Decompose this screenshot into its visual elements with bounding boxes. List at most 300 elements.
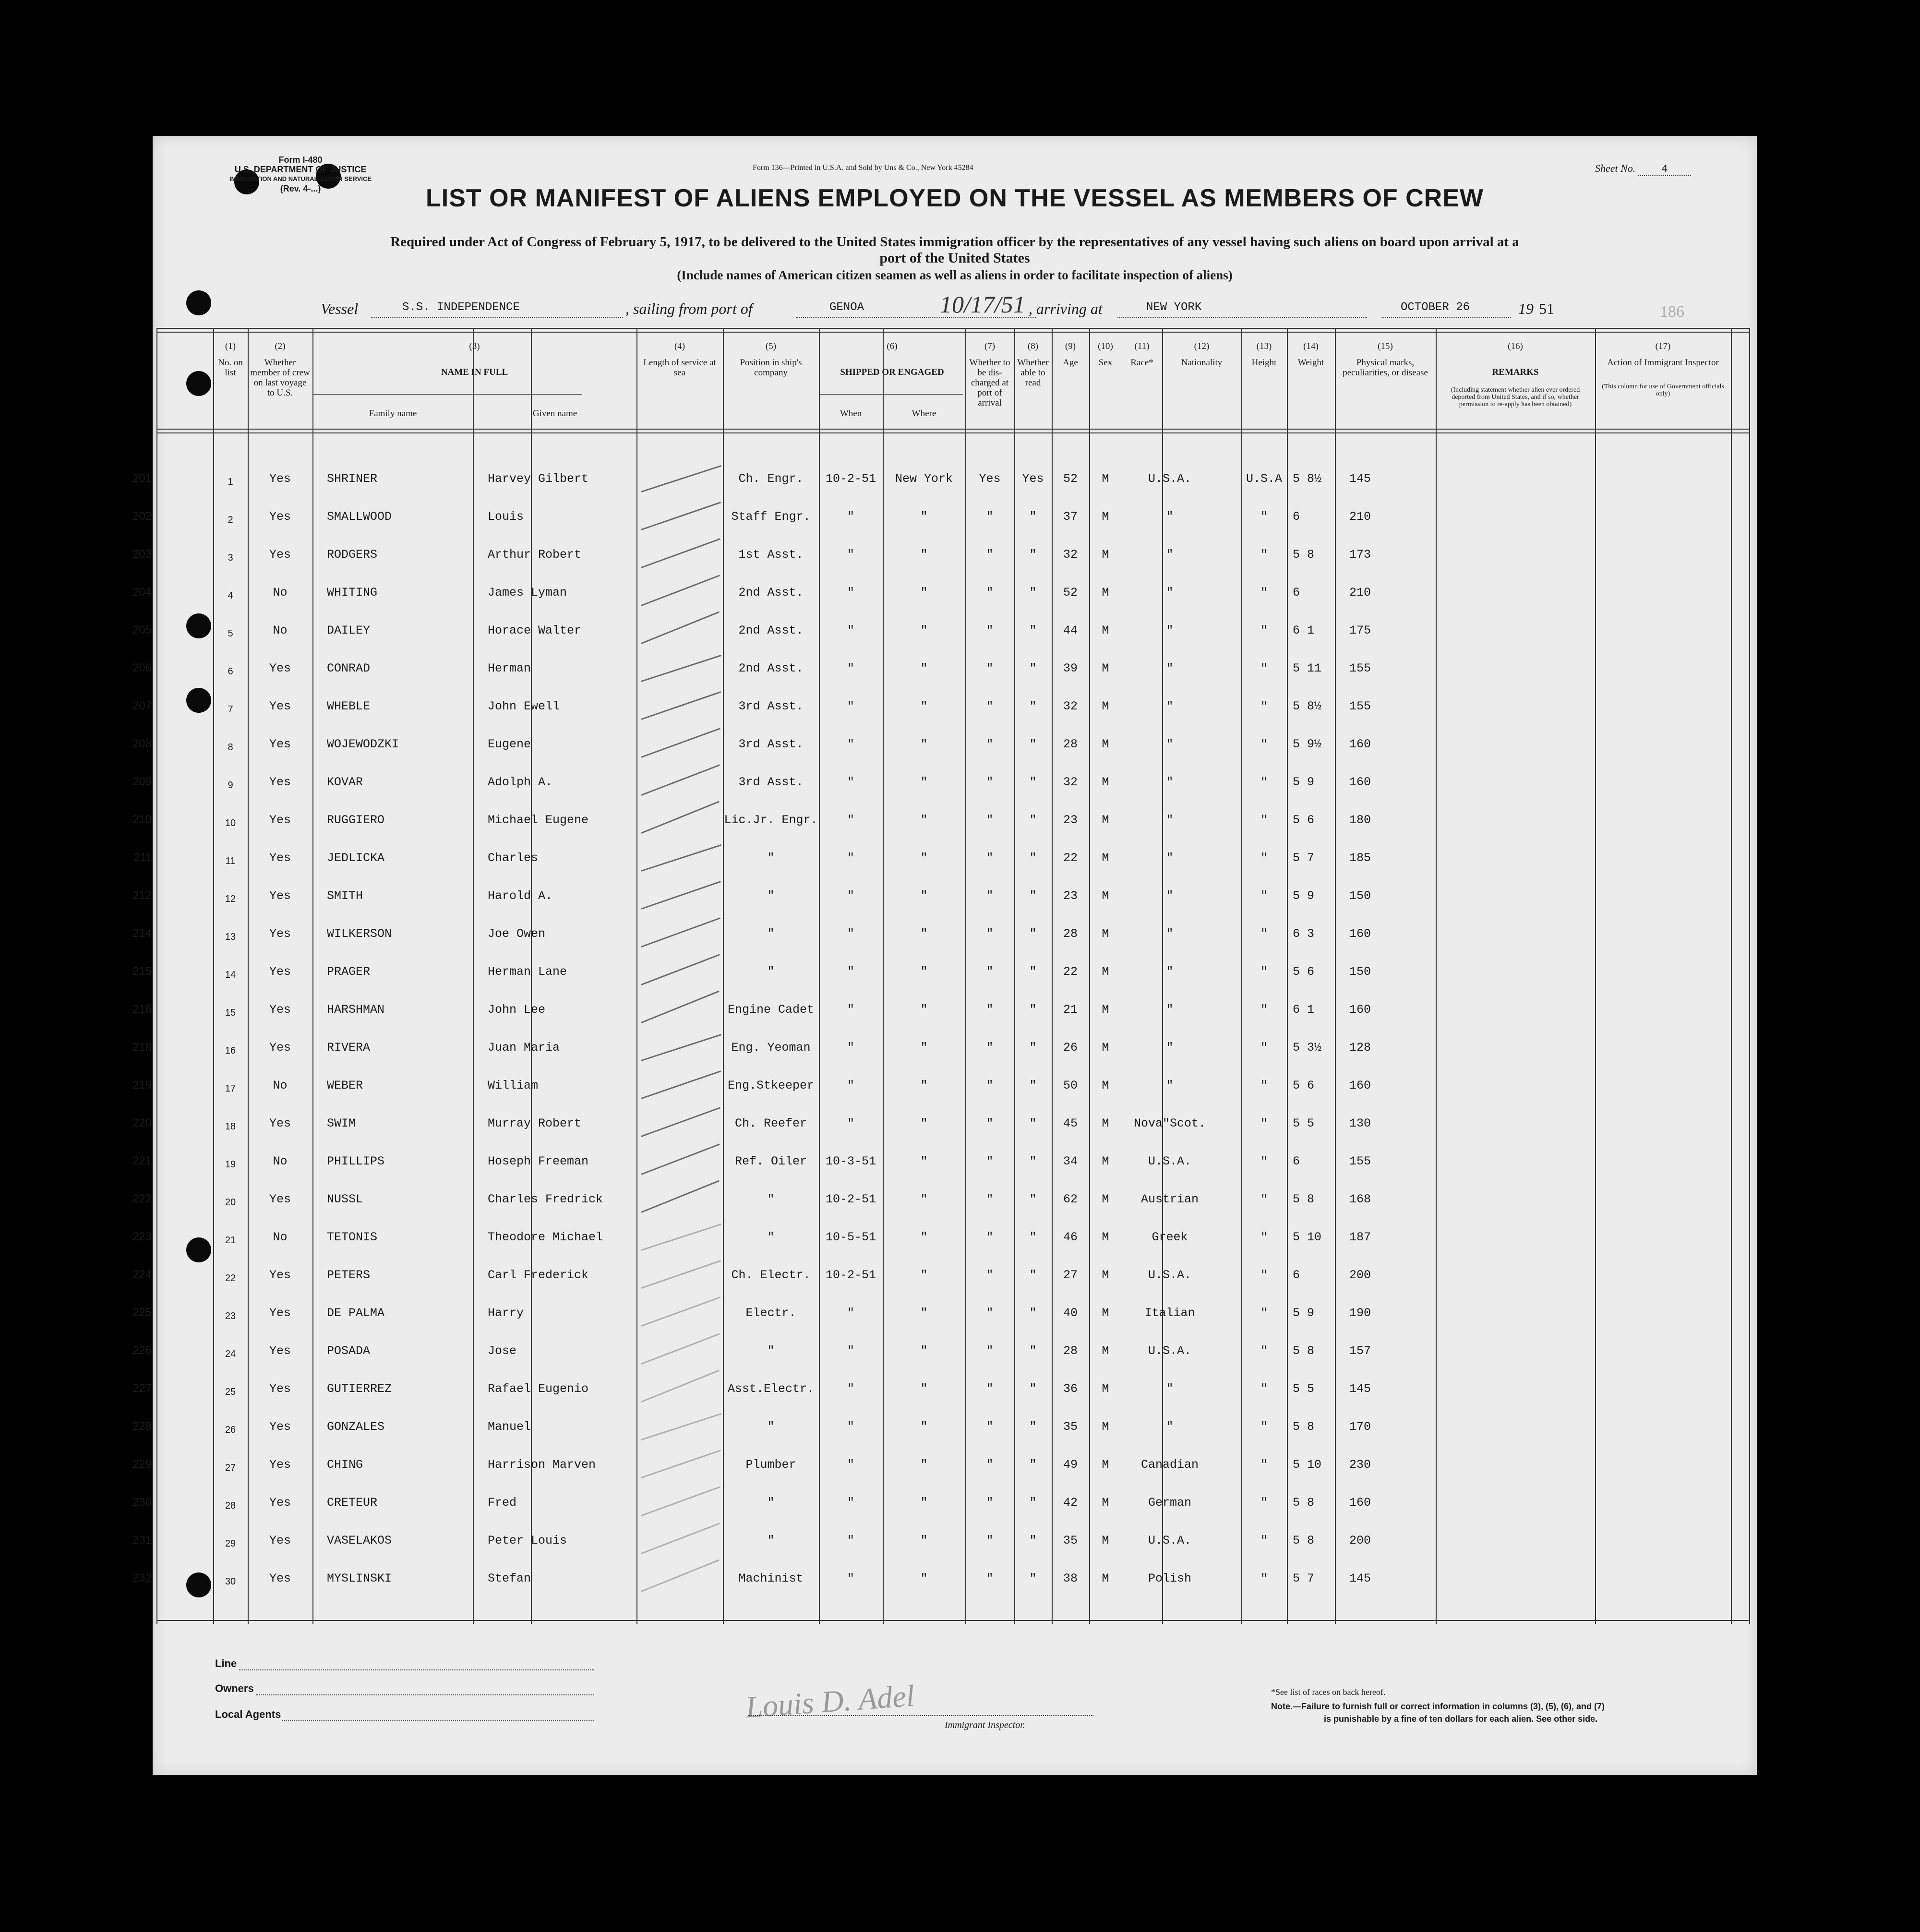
cell-race: " (1166, 1382, 1174, 1396)
cell-age: 52 (1063, 472, 1078, 486)
cell-last: Yes (269, 851, 291, 865)
cell-ref: 216 (132, 1003, 152, 1016)
cell-age: 39 (1063, 661, 1078, 675)
cell-n: 26 (225, 1425, 236, 1435)
cell-given: Louis (488, 510, 524, 524)
cell-dis: " (986, 889, 994, 903)
cell-pos: " (767, 1344, 775, 1358)
cell-given: Hoseph Freeman (488, 1154, 589, 1168)
cell-read: " (1029, 889, 1037, 903)
cell-age: 35 (1063, 1534, 1078, 1548)
cell-last: Yes (269, 1268, 291, 1282)
cell-when: " (847, 1041, 854, 1055)
cell-n: 24 (225, 1349, 236, 1359)
cell-read: " (1029, 1041, 1037, 1055)
cell-dis: " (986, 1534, 994, 1548)
cell-ref: 231 (132, 1534, 152, 1547)
cell-family: RODGERS (327, 548, 378, 562)
cell-dis: " (986, 1344, 994, 1358)
length-of-service-mark (641, 1034, 721, 1061)
cell-where: " (920, 1534, 928, 1548)
cell-ref: 202 (132, 510, 152, 523)
cell-ht: 6 (1293, 1268, 1300, 1282)
cell-read: " (1029, 1230, 1037, 1244)
cell-wt: 155 (1349, 1154, 1371, 1168)
cell-sex: M (1102, 1420, 1109, 1434)
cell-when: " (847, 1003, 854, 1017)
cell-ht: 6 1 (1293, 1003, 1315, 1017)
cell-race: " (1166, 510, 1174, 524)
cell-ht: 5 8 (1293, 1420, 1315, 1434)
cell-sex: M (1102, 737, 1109, 751)
column-header: Physical marks, peculiarities, or disease (1343, 358, 1428, 378)
cell-family: WILKERSON (327, 927, 392, 941)
cell-n: 11 (225, 856, 236, 866)
cell-dis: " (986, 661, 994, 675)
cell-family: VASELAKOS (327, 1534, 392, 1548)
cell-n: 3 (228, 552, 233, 563)
length-of-service-mark (641, 691, 721, 720)
cell-age: 22 (1063, 965, 1078, 979)
cell-ref: 208 (132, 737, 152, 750)
cell-wt: 210 (1349, 510, 1371, 524)
cell-sex: M (1102, 661, 1109, 675)
cell-pos: " (767, 851, 775, 865)
cell-nat: " (1260, 548, 1268, 562)
cell-ref: 201 (132, 472, 152, 485)
cell-race: " (1166, 889, 1174, 903)
cell-read: " (1029, 1534, 1037, 1548)
cell-dis: " (986, 965, 994, 979)
cell-dis: " (986, 1496, 994, 1510)
cell-wt: 170 (1349, 1420, 1371, 1434)
cell-wt: 200 (1349, 1268, 1371, 1282)
cell-wt: 155 (1349, 661, 1371, 675)
cell-nat: " (1260, 1268, 1268, 1282)
cell-read: " (1029, 851, 1037, 865)
cell-ref: 211 (133, 851, 152, 864)
cell-wt: 210 (1349, 586, 1371, 600)
cell-ht: 6 3 (1293, 927, 1315, 941)
column-header: Weight (1297, 358, 1324, 368)
cell-dis: " (986, 1268, 994, 1282)
cell-given: Eugene (488, 737, 531, 751)
cell-family: PRAGER (327, 965, 371, 979)
cell-wt: 145 (1349, 472, 1371, 486)
cell-given: Carl Frederick (488, 1268, 589, 1282)
cell-ht: 5 7 (1293, 1572, 1315, 1585)
cell-read: " (1029, 775, 1037, 789)
cell-dis: " (986, 737, 994, 751)
cell-sex: M (1102, 1079, 1109, 1092)
cell-dis: " (986, 1458, 994, 1472)
cell-family: GUTIERREZ (327, 1382, 392, 1396)
cell-sex: M (1102, 813, 1109, 827)
cell-race: U.S.A. (1148, 1154, 1191, 1168)
cell-where: " (920, 927, 928, 941)
cell-dis: Yes (979, 472, 1001, 486)
cell-n: 4 (228, 590, 233, 601)
cell-pos: " (767, 1534, 775, 1548)
cell-last: Yes (269, 699, 291, 713)
cell-dis: " (986, 813, 994, 827)
cell-where: " (920, 737, 928, 751)
cell-given: James Lyman (488, 586, 567, 600)
arrival-date: OCTOBER 26 (1401, 301, 1470, 314)
cell-nat: " (1260, 1306, 1268, 1320)
cell-last: No (273, 1230, 288, 1244)
column-header: Age (1063, 358, 1078, 368)
cell-last: Yes (269, 775, 291, 789)
cell-race: U.S.A. (1148, 1534, 1191, 1548)
punch-hole (186, 290, 211, 315)
cell-ref: 229 (132, 1458, 152, 1471)
cell-dis: " (986, 851, 994, 865)
cell-age: 32 (1063, 699, 1078, 713)
cell-dis: " (986, 624, 994, 637)
cell-race: " (1166, 624, 1174, 637)
cell-wt: 185 (1349, 851, 1371, 865)
cell-wt: 180 (1349, 813, 1371, 827)
cell-last: Yes (269, 1116, 291, 1130)
cell-read: " (1029, 1496, 1037, 1510)
cell-given: John Ewell (488, 699, 560, 713)
cell-race: " (1166, 737, 1174, 751)
cell-read: Yes (1022, 472, 1044, 486)
cell-ht: 5 8½ (1293, 472, 1322, 486)
cell-sex: M (1102, 1268, 1109, 1282)
cell-last: Yes (269, 889, 291, 903)
column-header: NAME IN FULL (441, 367, 508, 377)
cell-ref: 207 (132, 699, 152, 712)
cell-dis: " (986, 1116, 994, 1130)
cell-read: " (1029, 1306, 1037, 1320)
cell-age: 22 (1063, 851, 1078, 865)
cell-family: DE PALMA (327, 1306, 385, 1320)
cell-last: Yes (269, 1496, 291, 1510)
handwritten-date: 10/17/51 (940, 291, 1025, 318)
page-title: LIST OR MANIFEST OF ALIENS EMPLOYED ON THE VESSEL AS MEMBERS OF CREW (426, 184, 1484, 212)
cell-wt: 173 (1349, 548, 1371, 562)
length-of-service-mark (641, 917, 720, 948)
cell-age: 52 (1063, 586, 1078, 600)
cell-nat: " (1260, 1079, 1268, 1092)
cell-dis: " (986, 1154, 994, 1168)
subtitle-2: port of the United States (879, 250, 1030, 266)
cell-ht: 6 (1293, 510, 1300, 524)
cell-nat: " (1260, 1116, 1268, 1130)
line-label: Line (215, 1657, 237, 1669)
cell-ref: 223 (132, 1230, 152, 1243)
cell-given: Theodore Michael (488, 1230, 603, 1244)
cell-ht: 5 5 (1293, 1382, 1315, 1396)
cell-race: Polish (1148, 1572, 1191, 1585)
cell-nat: " (1260, 1496, 1268, 1510)
cell-last: Yes (269, 1458, 291, 1472)
cell-read: " (1029, 510, 1037, 524)
cell-pos: " (767, 1420, 775, 1434)
cell-pos: Engine Cadet (727, 1003, 815, 1017)
cell-where: " (920, 1041, 928, 1055)
cell-read: " (1029, 965, 1037, 979)
cell-family: MYSLINSKI (327, 1572, 392, 1585)
cell-pos: 2nd Asst. (738, 624, 804, 637)
cell-ref: 214 (132, 927, 152, 940)
cell-sex: M (1102, 1572, 1109, 1585)
column-number: (4) (674, 341, 685, 351)
length-of-service-mark (641, 954, 720, 985)
subheader-action_note: (This column for use of Government officials only) (1602, 383, 1724, 397)
cell-age: 34 (1063, 1154, 1078, 1168)
cell-age: 50 (1063, 1079, 1078, 1092)
cell-ht: 5 10 (1293, 1230, 1322, 1244)
cell-n: 10 (225, 818, 236, 828)
cell-nat: " (1260, 1003, 1268, 1017)
cell-when: 10-5-51 (825, 1230, 876, 1244)
cell-n: 21 (225, 1235, 236, 1246)
cell-wt: 150 (1349, 965, 1371, 979)
cell-when: " (847, 661, 854, 675)
cell-nat: " (1260, 1230, 1268, 1244)
cell-when: " (847, 548, 854, 562)
cell-pos: " (767, 1496, 775, 1510)
column-header: Position in ship's company (740, 358, 802, 378)
column-number: (8) (1027, 341, 1039, 351)
cell-dis: " (986, 1079, 994, 1092)
cell-nat: " (1260, 1192, 1268, 1206)
cell-given: Peter Louis (488, 1534, 567, 1548)
cell-when: 10-3-51 (825, 1154, 876, 1168)
cell-pos: Electr. (745, 1306, 796, 1320)
cell-when: " (847, 813, 854, 827)
cell-ht: 6 (1293, 586, 1300, 600)
cell-wt: 230 (1349, 1458, 1371, 1472)
cell-age: 45 (1063, 1116, 1078, 1130)
cell-family: SWIM (327, 1116, 356, 1130)
cell-when: " (847, 699, 854, 713)
cell-ref: 225 (132, 1306, 152, 1319)
cell-dis: " (986, 1572, 994, 1585)
cell-age: 49 (1063, 1458, 1078, 1472)
cell-nat: " (1260, 775, 1268, 789)
cell-when: " (847, 775, 854, 789)
races-note: *See list of races on back hereof. (1271, 1687, 1386, 1697)
cell-where: " (920, 1079, 928, 1092)
cell-dis: " (986, 1306, 994, 1320)
cell-when: " (847, 889, 854, 903)
stamp-number: 186 (1660, 303, 1684, 321)
cell-family: HARSHMAN (327, 1003, 385, 1017)
cell-ht: 5 10 (1293, 1458, 1322, 1472)
cell-where: " (920, 548, 928, 562)
cell-read: " (1029, 1382, 1037, 1396)
cell-pos: 3rd Asst. (738, 699, 804, 713)
cell-nat: " (1260, 1534, 1268, 1548)
cell-age: 27 (1063, 1268, 1078, 1282)
cell-ht: 5 6 (1293, 965, 1315, 979)
cell-ref: 222 (132, 1192, 152, 1205)
cell-pos: Ch. Reefer (734, 1116, 807, 1130)
column-header: Whether to be dis-charged at port of arrival (969, 358, 1010, 408)
cell-given: Charles (488, 851, 539, 865)
cell-given: Herman Lane (488, 965, 567, 979)
cell-race: U.S.A. (1148, 1344, 1191, 1358)
column-number: (13) (1256, 341, 1272, 351)
cell-wt: 155 (1349, 699, 1371, 713)
cell-n: 30 (225, 1576, 236, 1587)
subtitle-3: (Include names of American citizen seamen as well as aliens in order to facilitate inspection of aliens) (677, 268, 1233, 282)
subtitle-1: Required under Act of Congress of February 5, 1917, to be delivered to the United States immigration officer by the representatives of any vessel having such aliens on board upon arrival at a (390, 234, 1519, 250)
cell-family: CRETEUR (327, 1496, 378, 1510)
cell-where: " (920, 624, 928, 637)
cell-sex: M (1102, 624, 1109, 637)
cell-family: RUGGIERO (327, 813, 385, 827)
cell-race: " (1166, 586, 1174, 600)
cell-given: John Lee (488, 1003, 546, 1017)
cell-age: 35 (1063, 1420, 1078, 1434)
cell-read: " (1029, 1344, 1037, 1358)
length-of-service-mark (641, 881, 721, 910)
cell-ht: 5 9½ (1293, 737, 1322, 751)
cell-when: " (847, 624, 854, 637)
cell-when: 10-2-51 (825, 1268, 876, 1282)
cell-nat: " (1260, 737, 1268, 751)
cell-family: POSADA (327, 1344, 371, 1358)
cell-family: PHILLIPS (327, 1154, 385, 1168)
cell-family: RIVERA (327, 1041, 371, 1055)
column-number: (2) (275, 341, 286, 351)
cell-wt: 190 (1349, 1306, 1371, 1320)
cell-last: No (273, 1154, 288, 1168)
cell-sex: M (1102, 1041, 1109, 1055)
column-header: REMARKS (1492, 367, 1539, 377)
cell-ref: 232 (132, 1572, 152, 1584)
cell-pos: Plumber (745, 1458, 796, 1472)
cell-dis: " (986, 775, 994, 789)
cell-ht: 5 8 (1293, 548, 1315, 562)
column-header: Whether able to read (1017, 358, 1049, 388)
cell-ref: 218 (132, 1041, 152, 1054)
cell-race: " (1166, 851, 1174, 865)
cell-wt: 200 (1349, 1534, 1371, 1548)
cell-family: NUSSL (327, 1192, 363, 1206)
cell-sex: M (1102, 851, 1109, 865)
cell-pos: 2nd Asst. (738, 661, 804, 675)
length-of-service-mark (641, 728, 720, 758)
cell-pos: Eng. Yeoman (731, 1041, 811, 1055)
cell-age: 40 (1063, 1306, 1078, 1320)
cell-ht: 6 (1293, 1154, 1300, 1168)
cell-given: Harrison Marven (488, 1458, 596, 1472)
length-of-service-mark (641, 575, 720, 606)
length-of-service-mark (641, 1486, 720, 1516)
cell-age: 44 (1063, 624, 1078, 637)
length-of-service-mark (641, 1413, 721, 1440)
cell-last: Yes (269, 1382, 291, 1396)
cell-nat: " (1260, 1154, 1268, 1168)
cell-wt: 160 (1349, 775, 1371, 789)
column-number: (11) (1134, 341, 1150, 351)
sheet-number (1595, 162, 1691, 176)
cell-sex: M (1102, 1306, 1109, 1320)
cell-last: Yes (269, 548, 291, 562)
revision: (Rev. 4-...) (280, 184, 321, 193)
form-number: Form I-480 (278, 155, 323, 165)
column-header: Sex (1098, 358, 1113, 368)
cell-last: Yes (269, 1041, 291, 1055)
cell-n: 22 (225, 1273, 236, 1284)
cell-family: CONRAD (327, 661, 371, 675)
cell-sex: M (1102, 472, 1109, 486)
cell-when: " (847, 851, 854, 865)
cell-where: " (920, 586, 928, 600)
cell-dis: " (986, 1420, 994, 1434)
cell-read: " (1029, 624, 1037, 637)
cell-race: Canadian (1140, 1458, 1199, 1472)
cell-family: DAILEY (327, 624, 371, 637)
cell-read: " (1029, 548, 1037, 562)
cell-given: Manuel (488, 1420, 531, 1434)
cell-age: 26 (1063, 1041, 1078, 1055)
cell-given: Fred (488, 1496, 517, 1510)
cell-wt: 145 (1349, 1572, 1371, 1585)
cell-pos: " (767, 889, 775, 903)
cell-family: PETERS (327, 1268, 371, 1282)
cell-where: " (920, 1003, 928, 1017)
cell-race: U.S.A. (1148, 1268, 1191, 1282)
cell-race: " (1166, 927, 1174, 941)
cell-dis: " (986, 1192, 994, 1206)
cell-n: 29 (225, 1538, 236, 1549)
cell-read: " (1029, 813, 1037, 827)
length-of-service-mark (641, 502, 721, 530)
cell-when: 10-2-51 (825, 1192, 876, 1206)
cell-wt: 150 (1349, 889, 1371, 903)
cell-nat: " (1260, 813, 1268, 827)
column-header: Whether member of crew on last voyage to U.S. (250, 358, 310, 398)
cell-sex: M (1102, 775, 1109, 789)
cell-where: " (920, 813, 928, 827)
cell-nat: " (1260, 1572, 1268, 1585)
cell-ref: 206 (132, 661, 152, 674)
cell-last: Yes (269, 1192, 291, 1206)
cell-wt: 168 (1349, 1192, 1371, 1206)
cell-race: " (1166, 775, 1174, 789)
cell-where: " (920, 1382, 928, 1396)
cell-nat: " (1260, 699, 1268, 713)
cell-n: 6 (228, 666, 233, 677)
cell-when: " (847, 965, 854, 979)
cell-pos: Lic.Jr. Engr. (724, 813, 818, 827)
cell-given: Arthur Robert (488, 548, 582, 562)
cell-read: " (1029, 1154, 1037, 1168)
cell-nat: " (1260, 586, 1268, 600)
cell-pos: " (767, 1192, 775, 1206)
cell-family: GONZALES (327, 1420, 385, 1434)
length-of-service-mark (641, 991, 719, 1023)
cell-dis: " (986, 510, 994, 524)
cell-age: 36 (1063, 1382, 1078, 1396)
sheet-value: 4 (1638, 163, 1691, 176)
cell-where: " (920, 1230, 928, 1244)
cell-n: 20 (225, 1197, 236, 1208)
cell-given: Rafael Eugenio (488, 1382, 589, 1396)
cell-age: 23 (1063, 889, 1078, 903)
cell-age: 42 (1063, 1496, 1078, 1510)
cell-sex: M (1102, 1496, 1109, 1510)
cell-given: Charles Fredrick (488, 1192, 603, 1206)
cell-age: 28 (1063, 737, 1078, 751)
